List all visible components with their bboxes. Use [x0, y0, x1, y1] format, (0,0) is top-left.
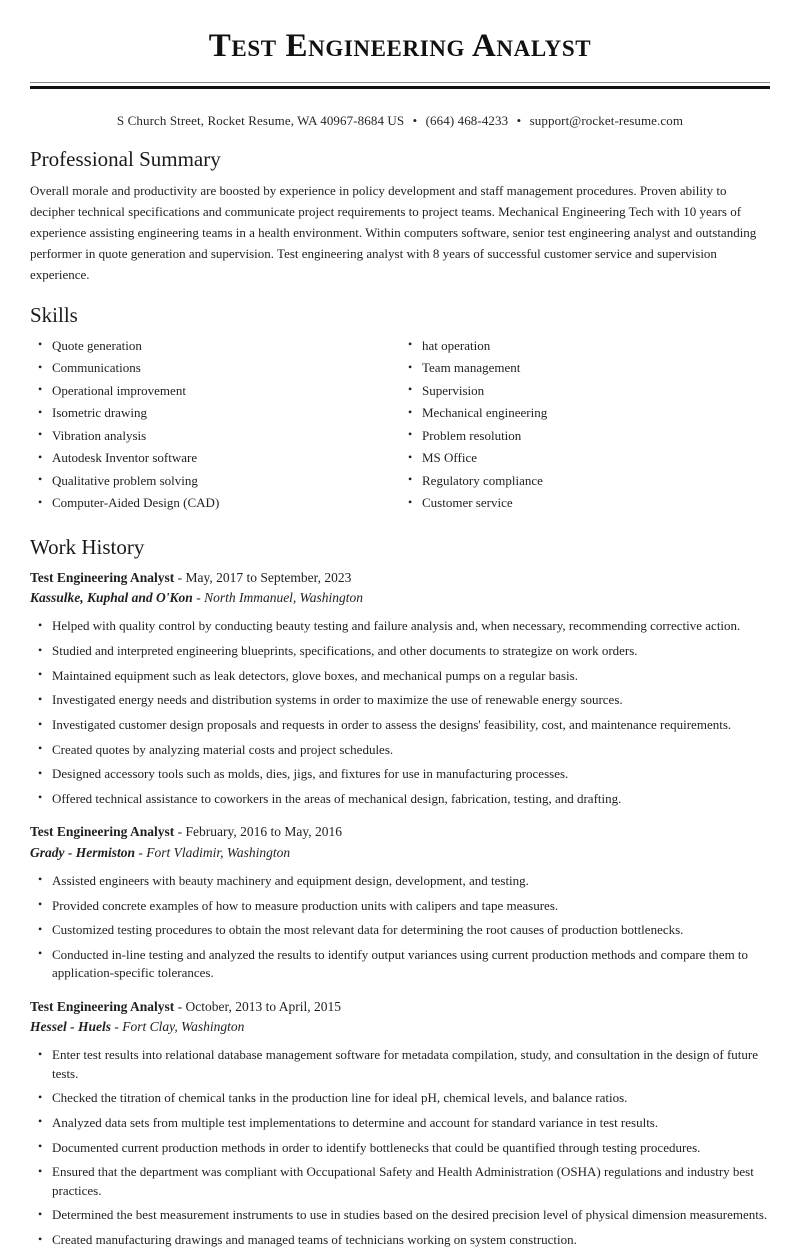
job-separator: - — [174, 998, 186, 1014]
job-company-line — [30, 1017, 770, 1037]
list-item: • Communications — [30, 359, 400, 377]
job-title-line — [30, 822, 770, 842]
list-item: • Quote generation — [30, 337, 400, 355]
contact-phone[interactable]: (664) 468-4233 — [425, 112, 509, 128]
list-item: • Customer service — [400, 494, 770, 512]
list-item: • Vibration analysis — [30, 427, 400, 445]
job-role: Test Engineering Analyst — [30, 824, 175, 840]
section-heading-skills: Skills — [30, 303, 78, 328]
list-item: • Problem resolution — [400, 427, 770, 445]
work-history-entry — [30, 568, 770, 808]
list-item: • Enter test results into relational database management software for metadata compilation, study, and consultation in the design of future tests. — [30, 1046, 770, 1083]
list-item: • Created quotes by analyzing material costs and project schedules. — [30, 741, 770, 759]
list-item: • Investigated energy needs and distribution systems in order to maximize the use of renewable energy sources. — [30, 691, 770, 709]
job-company: Kassulke, Kuphal and O'Kon — [30, 590, 193, 606]
list-item: • Offered technical assistance to coworkers in the areas of mechanical design, fabrication, testing, and drafting. — [30, 790, 770, 808]
section-work-history — [30, 535, 770, 1249]
list-item: • Documented current production methods in order to identify bottlenecks that could be quantified through testing procedures. — [30, 1139, 770, 1157]
job-company: Grady - Hermiston — [30, 844, 136, 860]
job-separator: - — [174, 824, 186, 840]
contact-separator-1: • — [412, 112, 418, 128]
skills-column-left — [30, 337, 400, 517]
list-item: • Regulatory compliance — [400, 472, 770, 490]
job-separator: - — [174, 569, 186, 585]
job-location: Fort Clay, Washington — [122, 1019, 245, 1034]
list-item: • Computer-Aided Design (CAD) — [30, 494, 400, 512]
list-item: • Maintained equipment such as leak detectors, glove boxes, and mechanical pumps on a regular basis. — [30, 667, 770, 685]
contact-email[interactable]: support@rocket-resume.com — [529, 112, 684, 128]
skills-list-left — [30, 337, 400, 513]
contact-line — [30, 113, 770, 129]
list-item: • Supervision — [400, 382, 770, 400]
job-dates: May, 2017 to September, 2023 — [185, 569, 352, 585]
job-location: Fort Vladimir, Washington — [146, 844, 291, 860]
job-separator: - — [192, 590, 205, 606]
job-separator: - — [135, 844, 147, 860]
list-item: • Determined the best measurement instruments to use in studies based on the desired precision level of physical dimension measurements. — [30, 1206, 770, 1224]
job-separator: - — [111, 1019, 123, 1034]
list-item: • Operational improvement — [30, 382, 400, 400]
section-heading-summary: Professional Summary — [30, 146, 221, 171]
skills-list-right — [400, 337, 770, 513]
work-history-entry — [30, 822, 770, 982]
skills-columns — [30, 337, 770, 517]
job-dates: October, 2013 to April, 2015 — [185, 998, 341, 1014]
list-item: • Customized testing procedures to obtain the most relevant data for determining the root causes of production bottlenecks. — [30, 921, 770, 939]
job-location: North Immanuel, Washington — [204, 590, 363, 606]
list-item: • Designed accessory tools such as molds, dies, jigs, and fixtures for use in manufacturing processes. — [30, 765, 770, 783]
list-item: • Conducted in-line testing and analyzed the results to identify output variances using current production methods and compare them to application-specific tolerances. — [30, 946, 770, 983]
section-skills — [30, 303, 770, 516]
list-item: • Provided concrete examples of how to measure production units with calipers and tape measures. — [30, 897, 770, 915]
skills-column-right — [400, 337, 770, 517]
job-company-line — [30, 843, 770, 863]
list-item: • Ensured that the department was compliant with Occupational Safety and Health Administration (OSHA) regulations and industry best practices. — [30, 1163, 770, 1200]
list-item: • Qualitative problem solving — [30, 472, 400, 490]
job-bullet-list — [30, 617, 770, 808]
divider-line-thick — [30, 86, 770, 89]
section-heading-work-history: Work History — [30, 534, 145, 559]
list-item: • Checked the titration of chemical tanks in the production line for ideal pH, chemical levels, and balance ratios. — [30, 1089, 770, 1107]
list-item: • Analyzed data sets from multiple test implementations to determine and account for standard variance in test results. — [30, 1114, 770, 1132]
header-divider — [30, 82, 770, 89]
job-role: Test Engineering Analyst — [30, 998, 175, 1014]
job-bullet-list — [30, 872, 770, 983]
page-title: Test Engineering Analyst — [208, 28, 592, 64]
list-item: • MS Office — [400, 449, 770, 467]
list-item: • Isometric drawing — [30, 404, 400, 422]
list-item: • hat operation — [400, 337, 770, 355]
contact-address: S Church Street, Rocket Resume, WA 40967-8684 US — [116, 112, 405, 128]
job-title-line — [30, 568, 770, 588]
list-item: • Investigated customer design proposals and requests in order to assess the designs' feasibility, cost, and maintenance requirements. — [30, 716, 770, 734]
job-title-line — [30, 997, 770, 1017]
job-role: Test Engineering Analyst — [30, 569, 175, 585]
job-company-line — [30, 588, 770, 608]
summary-body: Overall morale and productivity are boosted by experience in policy development and staff management procedures. Proven ability to decipher technical specifications and communicate project requirements to project teams. Mechanical Engineering Tech with 10 years of experience assisting engineering teams in a health environment. Within computers software, senior test engineering analyst and outstanding performer in quote generation and supervision. Test engineering analyst with 8 years of successful customer service and supervision experience. — [30, 183, 757, 283]
section-professional-summary — [30, 147, 770, 285]
list-item: • Studied and interpreted engineering blueprints, specifications, and other documents to strategize on work orders. — [30, 642, 770, 660]
job-bullet-list — [30, 1046, 770, 1249]
list-item: • Team management — [400, 359, 770, 377]
list-item: • Mechanical engineering — [400, 404, 770, 422]
list-item: • Autodesk Inventor software — [30, 449, 400, 467]
list-item: • Helped with quality control by conducting beauty testing and failure analysis and, when necessary, recommending corrective action. — [30, 617, 770, 635]
job-company: Hessel - Huels — [30, 1019, 111, 1034]
list-item: • Created manufacturing drawings and managed teams of technicians working on system construction. — [30, 1231, 770, 1249]
list-item: • Assisted engineers with beauty machinery and equipment design, development, and testing. — [30, 872, 770, 890]
contact-separator-2: • — [516, 112, 522, 128]
job-dates: February, 2016 to May, 2016 — [185, 824, 343, 840]
